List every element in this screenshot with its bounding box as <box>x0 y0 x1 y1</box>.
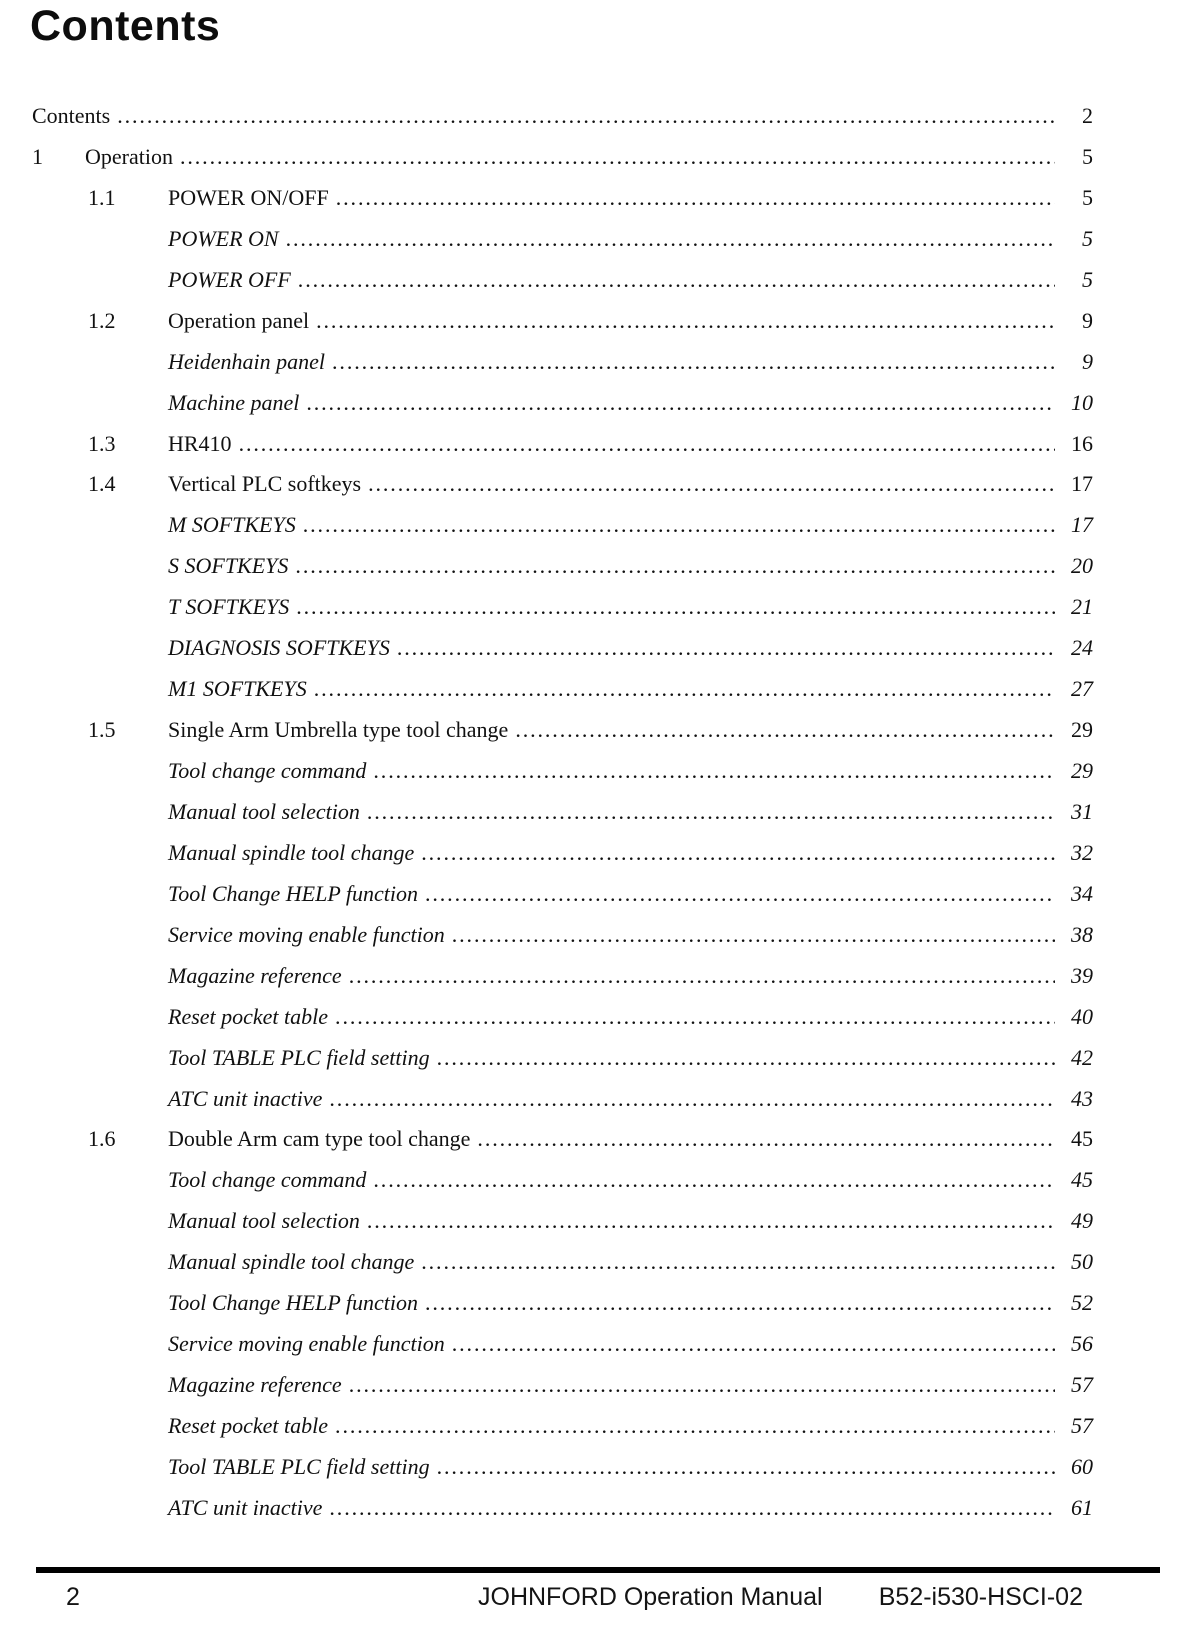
toc-entry-number: 1.4 <box>88 471 116 497</box>
toc-entry-page: 27 <box>1071 676 1093 702</box>
toc-entry <box>32 342 1093 383</box>
toc-entry <box>32 1201 1093 1242</box>
page-title: Contents <box>30 2 221 50</box>
toc-entry-label: Service moving enable function <box>168 921 445 947</box>
toc-entry <box>32 1119 1093 1160</box>
toc-entry-label: Reset pocket table <box>168 1003 329 1029</box>
toc-entry-label: ATC unit inactive <box>168 1085 323 1111</box>
toc-entry <box>32 587 1093 628</box>
footer-divider <box>36 1567 1160 1573</box>
toc-entry-label: Magazine reference <box>168 1372 342 1398</box>
toc-entry-label: Manual tool selection <box>168 1208 360 1234</box>
toc-entry-label: Operation panel <box>168 307 310 333</box>
dot-leader <box>303 505 1055 546</box>
toc-entry <box>32 1079 1093 1120</box>
footer-manual-title: JOHNFORD Operation Manual <box>478 1583 823 1611</box>
toc-entry-page: 57 <box>1071 1372 1093 1398</box>
toc-list <box>32 96 1093 1529</box>
toc-entry-page: 57 <box>1071 1413 1093 1438</box>
dot-leader <box>367 1201 1055 1242</box>
toc-entry-page: 52 <box>1071 1290 1093 1316</box>
toc-entry <box>32 792 1093 833</box>
toc-entry-label: Operation <box>85 143 173 169</box>
toc-entry <box>32 669 1093 710</box>
dot-leader <box>437 1447 1055 1488</box>
dot-leader <box>295 546 1055 587</box>
toc-entry-number: 1.2 <box>88 307 116 333</box>
dot-leader <box>286 219 1055 260</box>
toc-entry-page: 42 <box>1071 1044 1093 1070</box>
toc-entry-page: 45 <box>1071 1126 1093 1152</box>
toc-entry-label: DIAGNOSIS SOFTKEYS <box>168 635 390 661</box>
toc-entry-number: 1.5 <box>88 717 116 743</box>
dot-leader <box>329 1079 1055 1120</box>
toc-entry-page: 34 <box>1071 880 1093 906</box>
dot-leader <box>296 587 1055 628</box>
toc-entry-label: Double Arm cam type tool change <box>168 1126 471 1152</box>
dot-leader <box>515 710 1055 751</box>
toc-entry <box>32 96 1093 137</box>
toc-entry <box>32 137 1093 178</box>
toc-entry-label: HR410 <box>168 430 232 456</box>
toc-entry-label: Service moving enable function <box>168 1331 445 1357</box>
toc-entry-page: 38 <box>1071 921 1093 947</box>
toc-entry-page: 49 <box>1071 1208 1093 1234</box>
toc-entry-page: 61 <box>1071 1494 1093 1520</box>
toc-entry-label: T SOFTKEYS <box>168 594 290 620</box>
toc-entry-label: Manual spindle tool change <box>168 1249 415 1275</box>
toc-entry <box>32 260 1093 301</box>
dot-leader <box>477 1119 1055 1160</box>
dot-leader <box>421 833 1055 874</box>
toc-entry <box>32 219 1093 260</box>
toc-entry <box>32 710 1093 751</box>
toc-entry-page: 9 <box>1082 307 1093 333</box>
toc-entry-page: 20 <box>1071 553 1093 579</box>
toc-entry-label: Vertical PLC softkeys <box>168 471 362 497</box>
toc-entry <box>32 1160 1093 1201</box>
toc-entry <box>32 874 1093 915</box>
toc-entry <box>32 751 1093 792</box>
toc-entry-page: 50 <box>1071 1249 1093 1275</box>
toc-entry-label: M SOFTKEYS <box>168 512 296 538</box>
toc-entry <box>32 1365 1093 1406</box>
toc-entry-label: Machine panel <box>168 389 300 415</box>
toc-entry <box>32 1283 1093 1324</box>
toc-entry-page: 5 <box>1082 225 1093 251</box>
toc-entry-label: Tool change command <box>168 1167 367 1193</box>
toc-entry <box>32 383 1093 424</box>
toc-entry-page: 2 <box>1082 103 1093 128</box>
toc-entry <box>32 1488 1093 1529</box>
toc-entry-page: 10 <box>1071 389 1093 415</box>
toc-entry-page: 29 <box>1071 717 1093 743</box>
dot-leader <box>368 464 1055 505</box>
toc-entry-label: Magazine reference <box>168 962 342 988</box>
toc-entry-number: 1.3 <box>88 430 116 456</box>
toc-entry <box>32 546 1093 587</box>
dot-leader <box>349 1365 1055 1406</box>
toc-entry-page: 17 <box>1071 471 1093 497</box>
toc-entry-label: S SOFTKEYS <box>168 553 289 579</box>
toc-entry-label: POWER OFF <box>168 266 291 292</box>
dot-leader <box>314 669 1055 710</box>
toc-entry-label: Manual spindle tool change <box>168 839 415 865</box>
toc-entry-label: POWER ON <box>168 225 279 251</box>
toc-entry-label: Reset pocket table <box>168 1413 329 1438</box>
toc-entry-page: 60 <box>1071 1453 1093 1479</box>
toc-entry-page: 31 <box>1071 798 1093 824</box>
dot-leader <box>329 1488 1055 1529</box>
toc-entry-label: POWER ON/OFF <box>168 184 329 210</box>
toc-entry-page: 43 <box>1071 1085 1093 1111</box>
footer-page-number: 2 <box>66 1583 80 1611</box>
toc-entry-page: 32 <box>1071 839 1093 865</box>
toc-entry-page: 40 <box>1071 1003 1093 1029</box>
toc-entry-number: 1 <box>32 143 43 169</box>
dot-leader <box>373 751 1055 792</box>
dot-leader <box>421 1242 1055 1283</box>
toc-entry-number: 1.6 <box>88 1126 116 1152</box>
dot-leader <box>316 301 1055 342</box>
toc-entry-page: 29 <box>1071 758 1093 783</box>
toc-entry-number: 1.1 <box>88 184 116 210</box>
toc-entry <box>32 1447 1093 1488</box>
toc-entry-label: Tool Change HELP function <box>168 880 418 906</box>
toc-entry-label: M1 SOFTKEYS <box>168 676 307 702</box>
footer-document-code: B52-i530-HSCI-02 <box>878 1583 1083 1611</box>
toc-entry <box>32 915 1093 956</box>
toc-entry-page: 56 <box>1071 1331 1093 1357</box>
toc-entry <box>32 1242 1093 1283</box>
dot-leader <box>425 874 1055 915</box>
dot-leader <box>180 137 1055 178</box>
dot-leader <box>367 792 1055 833</box>
toc-entry-label: Tool Change HELP function <box>168 1290 418 1316</box>
toc-entry-page: 21 <box>1071 594 1093 620</box>
toc-entry <box>32 628 1093 669</box>
toc-entry <box>32 178 1093 219</box>
toc-entry <box>32 956 1093 997</box>
toc-entry-page: 24 <box>1071 635 1093 661</box>
toc-entry-page: 5 <box>1082 184 1093 210</box>
dot-leader <box>239 424 1055 465</box>
toc-entry-label: Single Arm Umbrella type tool change <box>168 717 509 743</box>
dot-leader <box>437 1038 1055 1079</box>
dot-leader <box>452 1324 1055 1365</box>
dot-leader <box>298 260 1055 301</box>
dot-leader <box>452 915 1055 956</box>
dot-leader <box>306 383 1055 424</box>
toc-entry <box>32 505 1093 546</box>
dot-leader <box>335 997 1055 1038</box>
toc-entry <box>32 997 1093 1038</box>
toc-entry-page: 45 <box>1071 1167 1093 1193</box>
toc-entry-label: Tool TABLE PLC field setting <box>168 1044 430 1070</box>
dot-leader <box>336 178 1055 219</box>
toc-entry <box>32 424 1093 465</box>
toc-entry-page: 16 <box>1071 430 1093 456</box>
toc-entry <box>32 301 1093 342</box>
toc-entry-page: 5 <box>1082 266 1093 292</box>
toc-entry-page: 17 <box>1071 512 1093 538</box>
toc-entry-label: Contents <box>32 103 111 128</box>
dot-leader <box>335 1406 1055 1447</box>
toc-entry-label: Tool change command <box>168 758 367 783</box>
dot-leader <box>425 1283 1055 1324</box>
toc-entry-page: 9 <box>1082 348 1093 374</box>
dot-leader <box>397 628 1055 669</box>
toc-entry-label: Manual tool selection <box>168 798 360 824</box>
dot-leader <box>373 1160 1055 1201</box>
toc-entry-page: 5 <box>1082 143 1093 169</box>
dot-leader <box>117 96 1055 137</box>
toc-entry <box>32 464 1093 505</box>
toc-entry <box>32 1406 1093 1447</box>
dot-leader <box>349 956 1055 997</box>
toc-entry-label: Tool TABLE PLC field setting <box>168 1453 430 1479</box>
toc-entry <box>32 833 1093 874</box>
toc-entry-page: 39 <box>1071 962 1093 988</box>
toc-entry <box>32 1038 1093 1079</box>
toc-entry <box>32 1324 1093 1365</box>
toc-entry-label: Heidenhain panel <box>168 348 326 374</box>
toc-entry-label: ATC unit inactive <box>168 1494 323 1520</box>
dot-leader <box>332 342 1055 383</box>
